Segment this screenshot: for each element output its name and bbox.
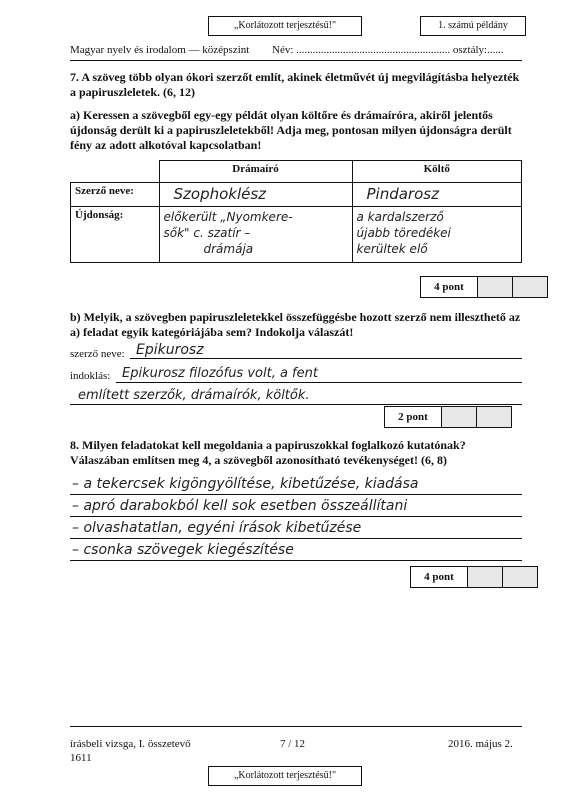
author-answer[interactable]: Epikurosz bbox=[136, 342, 204, 358]
page-number: 7 / 12 bbox=[280, 738, 306, 750]
footer-date: 2016. május 2. bbox=[448, 738, 513, 750]
q8-answer-2[interactable]: – apró darabokból kell sok esetben összeállítani bbox=[72, 498, 408, 514]
score-cell[interactable] bbox=[503, 567, 537, 587]
footer-code: 1611 bbox=[70, 752, 92, 764]
score-cell[interactable] bbox=[513, 277, 547, 297]
q7a-answer-table bbox=[70, 160, 522, 263]
confidential-stamp-bottom: „Korlátozott terjesztésű!" bbox=[208, 766, 362, 786]
footer-divider bbox=[70, 726, 522, 727]
score-box-q7a bbox=[420, 276, 548, 298]
novelty-poet-line: kerültek elő bbox=[356, 242, 428, 256]
answer-line bbox=[70, 494, 522, 495]
reason-line bbox=[116, 382, 522, 383]
answer-line bbox=[70, 538, 522, 539]
q7-title: 7. A szöveg több olyan ókori szerzőt említ, akinek életművét új megvilágításba helyezték a papiruszleletek. (6, 12) bbox=[70, 70, 520, 99]
col-header-poet: Költő bbox=[352, 161, 522, 183]
score-box-q8 bbox=[410, 566, 538, 588]
score-cell[interactable] bbox=[468, 567, 503, 587]
copy-number: 1. számú példány bbox=[420, 16, 526, 36]
q7a-instruction: a) Keressen a szövegből egy-egy példát olyan költőre és drámaíróra, akiről jelentős újdonság derült ki a papiruszleletekből! Adja meg, pontosan milyen újdonságra derült fény az adott alkotóval kapcsolatban! bbox=[70, 108, 512, 152]
name-field[interactable]: Név: ........................................................ osztály:...... bbox=[272, 44, 504, 56]
novelty-poet-line: újabb töredékei bbox=[356, 226, 451, 240]
col-header-drama: Drámaíró bbox=[159, 161, 352, 183]
q7b-instruction: b) Melyik, a szövegben papiruszleletekkel összefüggésbe hozott szerző nem illeszthető az a) feladat egyik kategóriájába sem? Indokolja válaszát! bbox=[70, 310, 521, 339]
q8-answer-4[interactable]: – csonka szövegek kiegészítése bbox=[72, 542, 294, 558]
score-label: 4 pont bbox=[411, 567, 468, 587]
novelty-poet-line: a kardalszerző bbox=[356, 210, 444, 224]
confidential-stamp-top: „Korlátozott terjesztésű!" bbox=[208, 16, 362, 36]
answer-novelty-drama[interactable] bbox=[159, 207, 352, 263]
score-cell[interactable] bbox=[442, 407, 477, 427]
author-line bbox=[130, 358, 522, 359]
answer-novelty-poet[interactable] bbox=[352, 207, 522, 263]
row-label-author: Szerző neve: bbox=[71, 183, 160, 207]
answer-author-poet[interactable]: Pindarosz bbox=[352, 183, 522, 207]
novelty-drama-line: sők" c. szatír – bbox=[163, 226, 251, 240]
q8-title: 8. Milyen feladatokat kell megoldania a papiruszokkal foglalkozó kutatónak? Válaszában említsen meg 4, a szövegből azonosítható tevékenységet! (6, 8) bbox=[70, 438, 466, 467]
reason-label: indoklás: bbox=[70, 370, 111, 382]
reason-line bbox=[70, 404, 522, 405]
score-label: 2 pont bbox=[385, 407, 442, 427]
novelty-drama-line: előkerült „Nyomkere- bbox=[163, 210, 293, 224]
reason-answer-line1[interactable]: Epikurosz filozófus volt, a fent bbox=[122, 366, 318, 381]
score-label: 4 pont bbox=[421, 277, 478, 297]
reason-answer-line2[interactable]: említett szerzők, drámaírók, költők. bbox=[78, 388, 310, 403]
score-cell[interactable] bbox=[478, 277, 513, 297]
answer-author-drama[interactable]: Szophoklész bbox=[159, 183, 352, 207]
author-label: szerző neve: bbox=[70, 348, 125, 360]
novelty-drama-line: drámája bbox=[203, 242, 254, 256]
subject-label: Magyar nyelv és irodalom — középszint bbox=[70, 44, 250, 56]
q8-answer-1[interactable]: – a tekercsek kigöngyölítése, kibetűzése, kiadása bbox=[72, 476, 419, 492]
score-box-q7b bbox=[384, 406, 512, 428]
row-label-novelty: Újdonság: bbox=[71, 207, 160, 263]
q8-answer-3[interactable]: – olvashatatlan, egyéni írások kibetűzése bbox=[72, 520, 362, 536]
score-cell[interactable] bbox=[477, 407, 511, 427]
footer-exam-label: írásbeli vizsga, I. összetevő bbox=[70, 738, 191, 750]
answer-line bbox=[70, 516, 522, 517]
answer-line bbox=[70, 560, 522, 561]
table-corner bbox=[71, 161, 160, 183]
header-divider bbox=[70, 60, 522, 61]
